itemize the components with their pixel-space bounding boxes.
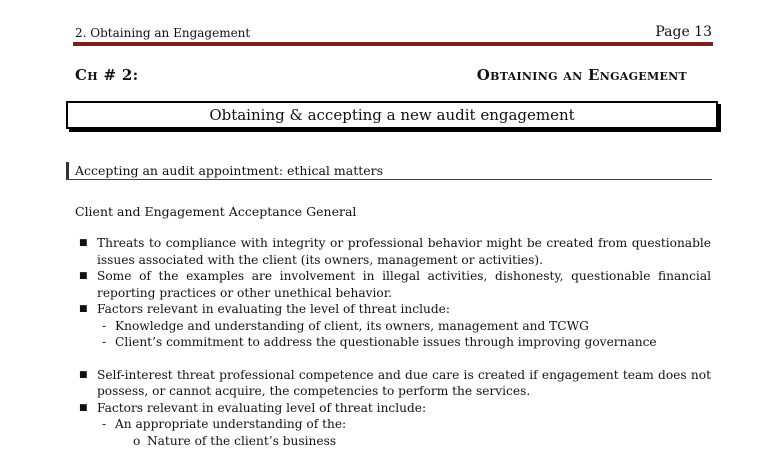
list-item — [75, 400, 711, 417]
bullet-icon: ■ — [79, 400, 88, 417]
list-item — [75, 367, 711, 400]
list-item-text: Factors relevant in evaluating the level of threat include: — [97, 302, 450, 316]
running-header-section: 2. Obtaining an Engagement — [75, 26, 250, 40]
section-heading: Accepting an audit appointment: ethical matters — [66, 162, 712, 180]
list-item — [75, 235, 711, 268]
document-body — [75, 235, 711, 449]
dash-icon: - — [102, 334, 106, 351]
sub-list-item — [75, 416, 711, 433]
spacer — [75, 351, 711, 367]
dash-icon: - — [102, 318, 106, 335]
bullet-icon: ■ — [79, 235, 88, 252]
sub-list-item-text: Client’s commitment to address the questionable issues through improving governance — [115, 335, 657, 349]
chapter-number: Ch # 2: — [75, 66, 138, 84]
sub-list-item-text: Knowledge and understanding of client, its owners, management and TCWG — [115, 319, 589, 333]
list-item-text: Factors relevant in evaluating level of threat include: — [97, 401, 426, 415]
list-item — [75, 268, 711, 301]
circle-bullet-icon: o — [133, 433, 140, 449]
sub-list-item — [75, 318, 711, 335]
header-rule — [73, 42, 713, 46]
sub-sub-list-item-text: Nature of the client’s business — [147, 434, 336, 448]
dash-icon: - — [102, 416, 106, 433]
list-item-text: Self-interest threat professional competence and due care is created if engagement team does not possess, or cannot acquire, the competencies to perform the services. — [97, 368, 711, 399]
title-box — [66, 101, 718, 129]
sub-list-item-text: An appropriate understanding of the: — [115, 417, 346, 431]
list-item — [75, 301, 711, 318]
list-item-text: Threats to compliance with integrity or professional behavior might be created from questionable issues associated with the client (its owners, management or activities). — [97, 236, 711, 267]
list-item-text: Some of the examples are involvement in illegal activities, dishonesty, questionable financial reporting practices or other unethical behavior. — [97, 269, 711, 300]
page-number: Page 13 — [655, 24, 712, 40]
bullet-icon: ■ — [79, 301, 88, 318]
bullet-icon: ■ — [79, 268, 88, 285]
sub-list-item — [75, 334, 711, 351]
chapter-title: Obtaining an Engagement — [477, 66, 687, 84]
chapter-row — [75, 66, 687, 84]
title-box-text: Obtaining & accepting a new audit engagement — [209, 106, 574, 124]
bullet-icon: ■ — [79, 367, 88, 384]
sub-heading: Client and Engagement Acceptance General — [75, 204, 356, 219]
